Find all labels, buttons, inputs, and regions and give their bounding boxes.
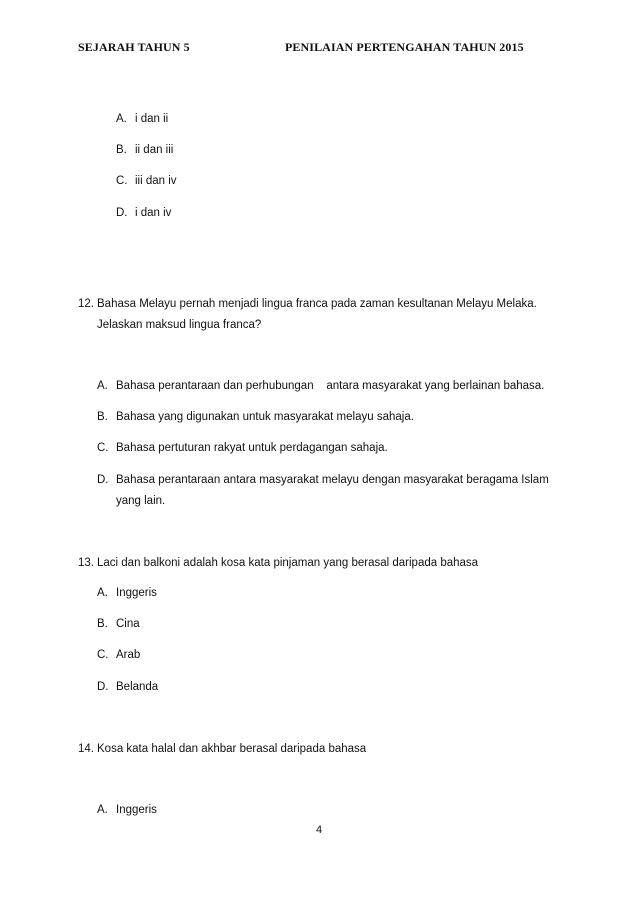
q12-question-line2: Jelaskan maksud lingua franca? <box>97 319 262 331</box>
option-letter: C. <box>116 175 128 187</box>
q13-option-b <box>97 617 140 631</box>
option-text: Bahasa perantaraan antara masyarakat melayu dengan masyarakat beragama Islam <box>116 474 549 486</box>
option-text: Arab <box>116 649 141 661</box>
q12-option-c <box>97 441 388 455</box>
q12-option-d <box>97 473 549 487</box>
option-text: i dan ii <box>135 113 169 125</box>
option-letter: D. <box>97 681 109 693</box>
option-text: Bahasa pertuturan rakyat untuk perdagangan sahaja. <box>116 442 388 454</box>
option-text: Inggeris <box>116 587 157 599</box>
option-text: Belanda <box>116 681 159 693</box>
q13-option-d <box>97 680 158 694</box>
question-number: 14. <box>78 743 94 755</box>
q13-option-c <box>97 648 140 662</box>
q12-question-line1 <box>78 297 537 311</box>
q11-option-d <box>116 206 171 220</box>
option-text: Cina <box>116 618 140 630</box>
question-text: Laci dan balkoni adalah kosa kata pinjaman yang berasal daripada bahasa <box>97 557 479 569</box>
q11-option-a <box>116 112 168 126</box>
question-text: Bahasa Melayu pernah menjadi lingua franca pada zaman kesultanan Melayu Melaka. <box>97 298 537 310</box>
option-letter: D. <box>116 207 128 219</box>
option-letter: C. <box>97 649 109 661</box>
header-subject: SEJARAH TAHUN 5 <box>78 40 190 54</box>
q11-option-b <box>116 143 173 157</box>
option-text: iii dan iv <box>135 175 177 187</box>
q14-option-a <box>97 803 157 817</box>
q12-option-b <box>97 410 414 424</box>
option-letter: A. <box>97 587 108 599</box>
option-text: i dan iv <box>135 207 172 219</box>
q11-option-c <box>116 174 177 188</box>
question-text: Kosa kata halal dan akhbar berasal daripada bahasa <box>97 743 367 755</box>
question-number: 13. <box>78 557 94 569</box>
q14-question <box>78 742 366 756</box>
option-letter: D. <box>97 474 109 486</box>
option-letter: B. <box>97 618 108 630</box>
option-letter: B. <box>97 411 108 423</box>
option-letter: A. <box>97 380 108 392</box>
option-text: Bahasa yang digunakan untuk masyarakat melayu sahaja. <box>116 411 414 423</box>
header-exam-title: PENILAIAN PERTENGAHAN TAHUN 2015 <box>285 40 524 54</box>
option-letter: B. <box>116 144 127 156</box>
q12-option-d-line2: yang lain. <box>116 495 166 507</box>
question-number: 12. <box>78 298 94 310</box>
q13-question <box>78 556 478 570</box>
option-letter: A. <box>97 804 108 816</box>
option-letter: C. <box>97 442 109 454</box>
option-text: ii dan iii <box>135 144 174 156</box>
option-text: Bahasa perantaraan dan perhubungan antara masyarakat yang berlainan bahasa. <box>116 380 545 392</box>
option-text: Inggeris <box>116 804 157 816</box>
q12-option-a <box>97 379 544 393</box>
page-number: 4 <box>315 824 323 836</box>
option-letter: A. <box>116 113 127 125</box>
q13-option-a <box>97 586 157 600</box>
